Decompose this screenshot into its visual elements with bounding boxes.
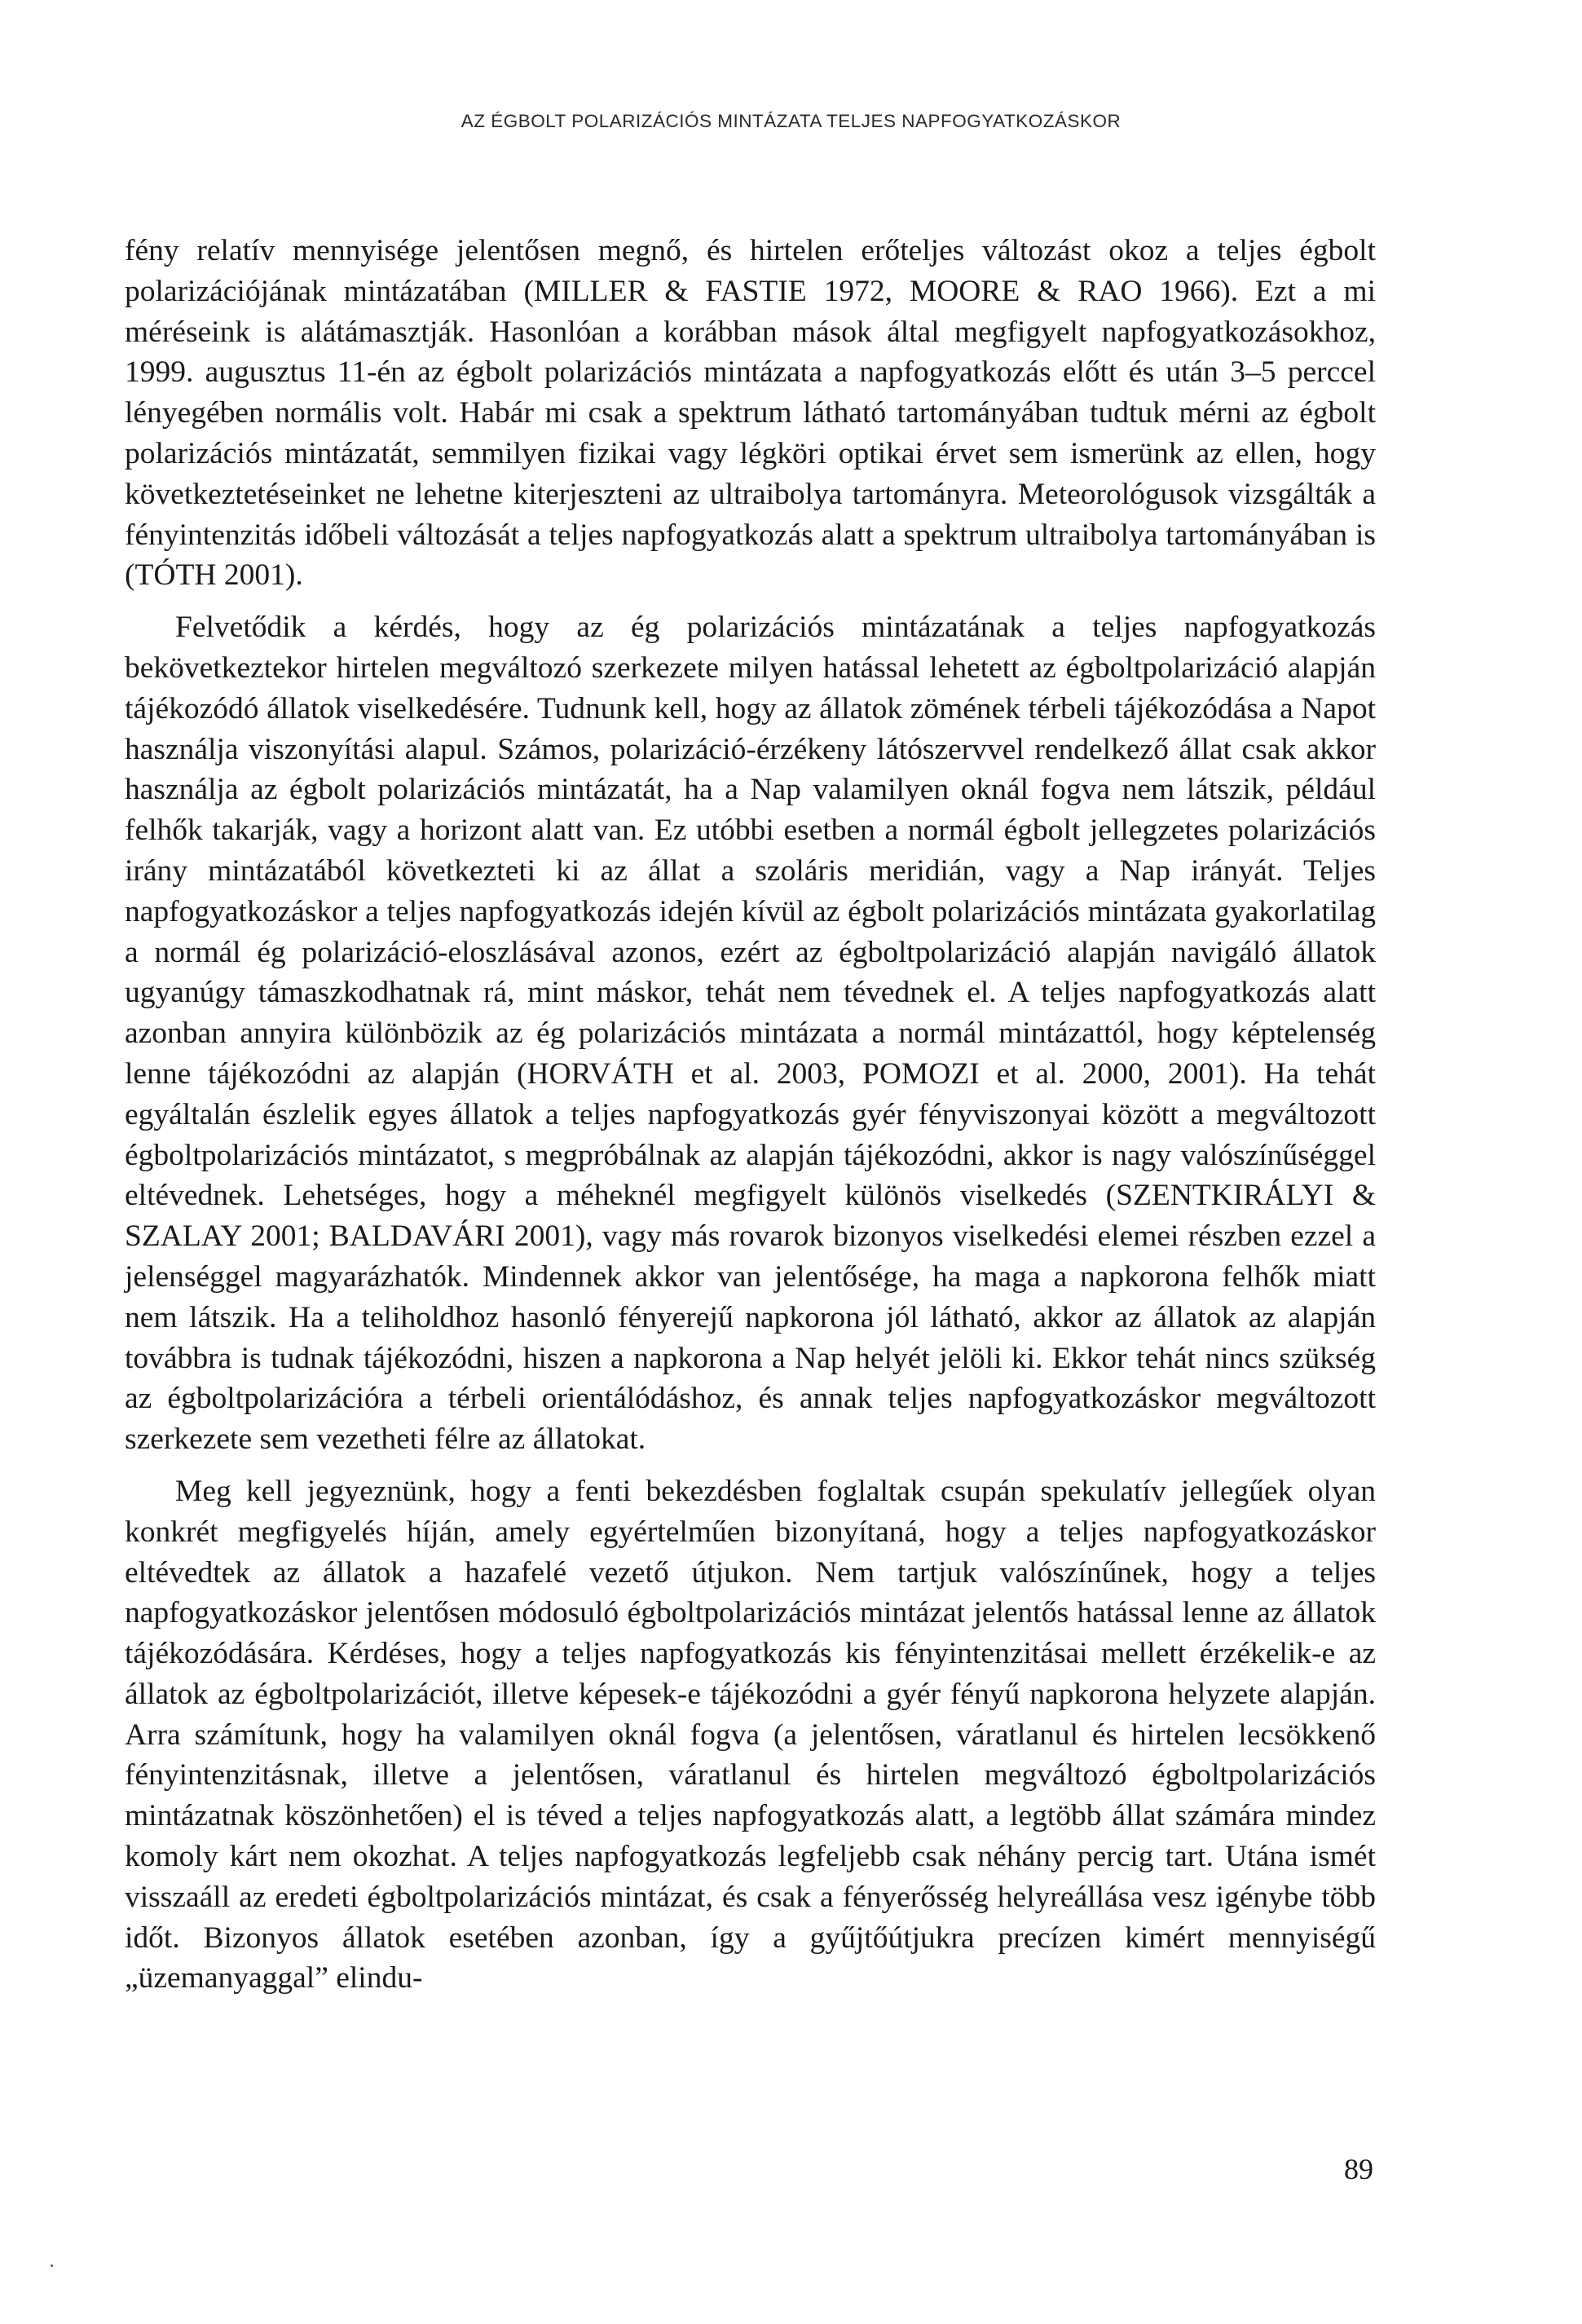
body-text [125, 231, 1376, 1999]
scan-speck [51, 2264, 53, 2267]
page-number: 89 [1344, 2153, 1373, 2185]
paragraph-2: Felvetődik a kérdés, hogy az ég polarizációs mintázatának a teljes napfogyatkozás bekövetkeztekor hirtelen megváltozó szerkezete milyen hatással lehetett az égboltpolarizáció alapján tájékozódó állatok viselkedésére. Tudnunk kell, hogy az állatok zömének térbeli tájékozódása a Napot használja viszonyítási alapul. Számos, polarizáció-érzékeny látószervvel rendelkező állat csak akkor használja az égbolt polarizációs mintázatát, ha a Nap valamilyen oknál fogva nem látszik, például felhők takarják, vagy a horizont alatt van. Ez utóbbi esetben a normál égbolt jellegzetes polarizációs irány mintázatából következteti ki az állat a szoláris meridián, vagy a Nap irányát. Teljes napfogyatkozáskor a teljes napfogyatkozás idején kívül az égbolt polarizációs mintázata gyakorlatilag a normál ég polarizáció-eloszlásával azonos, ezért az égboltpolarizáció alapján navigáló állatok ugyanúgy támaszkodhatnak rá, mint máskor, tehát nem tévednek el. A teljes napfogyatkozás alatt azonban annyira különbözik az ég polarizációs mintázata a normál mintázattól, hogy képtelenség lenne tájékozódni az alapján (HORVÁTH et al. 2003, POMOZI et al. 2000, 2001). Ha tehát egyáltalán észlelik egyes állatok a teljes napfogyatkozás gyér fényviszonyai között a megváltozott égboltpolarizációs mintázatot, s megpróbálnak az alapján tájékozódni, akkor is nagy valószínűséggel eltévednek. Lehetséges, hogy a méheknél megfigyelt különös viselkedés (SZENTKIRÁLYI & SZALAY 2001; BALDAVÁRI 2001), vagy más rovarok bizonyos viselkedési elemei részben ezzel a jelenséggel magyarázhatók. Mindennek akkor van jelentősége, ha maga a napkorona felhők miatt nem látszik. Ha a teliholdhoz hasonló fényerejű napkorona jól látható, akkor az állatok az alapján továbbra is tudnak tájékozódni, hiszen a napkorona a Nap helyét jelöli ki. Ekkor tehát nincs szükség az égboltpolarizációra a térbeli orientálódáshoz, és annak teljes napfogyatkozáskor megváltozott szerkezete sem vezetheti félre az állatokat. [125, 611, 1376, 1457]
paragraph-1: fény relatív mennyisége jelentősen megnő, és hirtelen erőteljes változást okoz a teljes égbolt polarizációjának mintázatában (MILLER & FASTIE 1972, MOORE & RAO 1966). Ezt a mi méréseink is alátámasztják. Hasonlóan a korábban mások által megfigyelt napfogyatkozásokhoz, 1999. augusztus 11-én az égbolt polarizációs mintázata a napfogyatkozás előtt és után 3–5 perccel lényegében normális volt. Habár mi csak a spektrum látható tartományában tudtuk mérni az égbolt polarizációs mintázatát, semmilyen fizikai vagy légköri optikai érvet sem ismerünk az ellen, hogy következtetéseinket ne lehetne kiterjeszteni az ultraibolya tartományra. Meteorológusok vizsgálták a fényintenzitás időbeli változását a teljes napfogyatkozás alatt a spektrum ultraibolya tartományában is (TÓTH 2001). [125, 234, 1376, 593]
running-header: AZ ÉGBOLT POLARIZÁCIÓS MINTÁZATA TELJES NAPFOGYATKOZÁSKOR [460, 111, 1122, 131]
paragraph-3: Meg kell jegyeznünk, hogy a fenti bekezdésben foglaltak csupán spekulatív jellegűek olyan konkrét megfigyelés híján, amely egyértelműen bizonyítaná, hogy a teljes napfogyatkozáskor eltévedtek az állatok a hazafelé vezető útjukon. Nem tartjuk valószínűnek, hogy a teljes napfogyatkozáskor jelentősen módosuló égboltpolarizációs mintázat jelentős hatással lenne az állatok tájékozódására. Kérdéses, hogy a teljes napfogyatkozás kis fényintenzitásai mellett érzékelik-e az állatok az égboltpolarizációt, illetve képesek-e tájékozódni a gyér fényű napkorona helyzete alapján. Arra számítunk, hogy ha valamilyen oknál fogva (a jelentősen, váratlanul és hirtelen lecsökkenő fényintenzitásnak, illetve a jelentősen, váratlanul és hirtelen megváltozó égboltpolarizációs mintázatnak köszönhetően) el is téved a teljes napfogyatkozás alatt, a legtöbb állat számára mindez komoly kárt nem okozhat. A teljes napfogyatkozás legfeljebb csak néhány percig tart. Utána ismét visszaáll az eredeti égboltpolarizációs mintázat, és csak a fényerősség helyreállása vesz igénybe több időt. Bizonyos állatok esetében azonban, így a gyűjtőútjukra precízen kimért mennyiségű „üzemanyaggal” elindu- [125, 1474, 1376, 1995]
